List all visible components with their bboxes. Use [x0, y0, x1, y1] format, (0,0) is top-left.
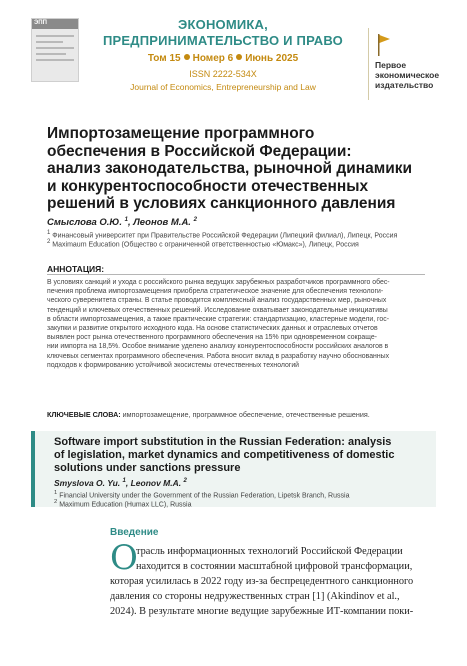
publisher-block — [368, 28, 449, 100]
keywords-label: КЛЮЧЕВЫЕ СЛОВА: — [47, 410, 121, 419]
cover-tag: ЭПП — [34, 20, 47, 26]
issue-date: Июнь 2025 — [245, 53, 299, 64]
issue-info — [88, 53, 358, 64]
keywords-text: импортозамещение, программное обеспечение, отечественные решения. — [122, 410, 370, 419]
article-title: Импортозамещение программного обеспечения в Российской Федерации: анализ законодательства, рыночной динамики и конкурентоспособности отечественных решений в условиях санкционного давления — [47, 125, 413, 212]
english-affiliation-1: $^1$ Financial University under the Government of the Russian Federation, Lipetsk Branch, Russia — [54, 490, 350, 500]
section-heading-introduction: Введение — [110, 527, 159, 538]
issn: ISSN 2222-534X — [189, 69, 257, 79]
journal-header — [0, 0, 467, 103]
journal-title-en: Journal of Economics, Entrepreneurship and Law — [130, 82, 316, 92]
affiliation-2: $^2$ Maximaum Education (Общество с ограниченной ответственностью «Юмакс»), Липецк, Россия — [47, 239, 359, 249]
english-title: Software import substitution in the Russian Federation: analysis of legislation, market dynamics and competitiveness of domestic solutions under sanctions pressure — [54, 436, 395, 474]
body-line: 2024). В результате многие ведущие зарубежные ИТ-компании поки- — [110, 606, 414, 617]
english-affiliation-2: $^2$ Maximum Education (Humax LLC), Russia — [54, 499, 192, 509]
publisher-name: Первое экономическое издательство — [375, 60, 440, 90]
dot-icon — [236, 54, 242, 60]
english-authors: Smyslova O. Yu. $^1$, Leonov M.A. $^2$ — [54, 478, 187, 488]
body-line: трасль информационных технологий Российской Федерации — [136, 546, 403, 557]
abstract-text: В условиях санкций и ухода с российского рынка ведущих зарубежных разработчиков программного обес- печения проблема импортозамещения приобрела стратегическое значение для обеспечения технологи- ческого суверенитета страны. В статье проводится комплексный анализ государственных мер, рыночных тенденций и ключевых отечественных решений. Исследование охватывает законодательные инициативы в области импортозамещения, а также практические стратегии: стандартизацию, кластерные модели, гос- закупки и развитие открытого исходного кода. На основе статистических данных и отраслевых отчетов выявлен рост рынка отечественного программного обеспечения на 15% при одновременном сокраще- нии импорта на 18,5%. Особое внимание уделено анализу конкурентоспособности российских аналогов в ключевых сегментах программного обеспечения. Работа вносит вклад в разработку научно обоснованных подходов к формированию устойчивой экосистемы отечественных технологий — [47, 279, 390, 369]
issue-number: Номер 6 — [192, 53, 234, 64]
body-line: находится в состоянии масштабной цифровой трансформации, — [136, 561, 413, 572]
body-line: которая усилилась в 2022 году из-за беспрецедентного санкционного — [110, 576, 414, 587]
keywords — [47, 410, 427, 419]
divider — [47, 274, 425, 275]
authors: Смыслова О.Ю. $^1$, Леонов М.А. $^2$ — [47, 217, 197, 229]
volume: Том 15 — [147, 53, 181, 64]
affiliation-1: $^1$ Финансовый университет при Правительстве Российской Федерации (Липецкий филиал), Липецк, Россия — [47, 230, 398, 240]
abstract-label: АННОТАЦИЯ: — [47, 264, 105, 274]
dot-icon — [184, 54, 190, 60]
drop-cap: О — [110, 538, 138, 578]
journal-cover-thumbnail — [31, 18, 79, 82]
body-line: давления со стороны недружественных стран [1] (Akindinov et al., — [110, 591, 400, 602]
flag-icon — [377, 34, 391, 56]
journal-title: ЭКОНОМИКА, ПРЕДПРИНИМАТЕЛЬСТВО И ПРАВО — [103, 17, 343, 48]
